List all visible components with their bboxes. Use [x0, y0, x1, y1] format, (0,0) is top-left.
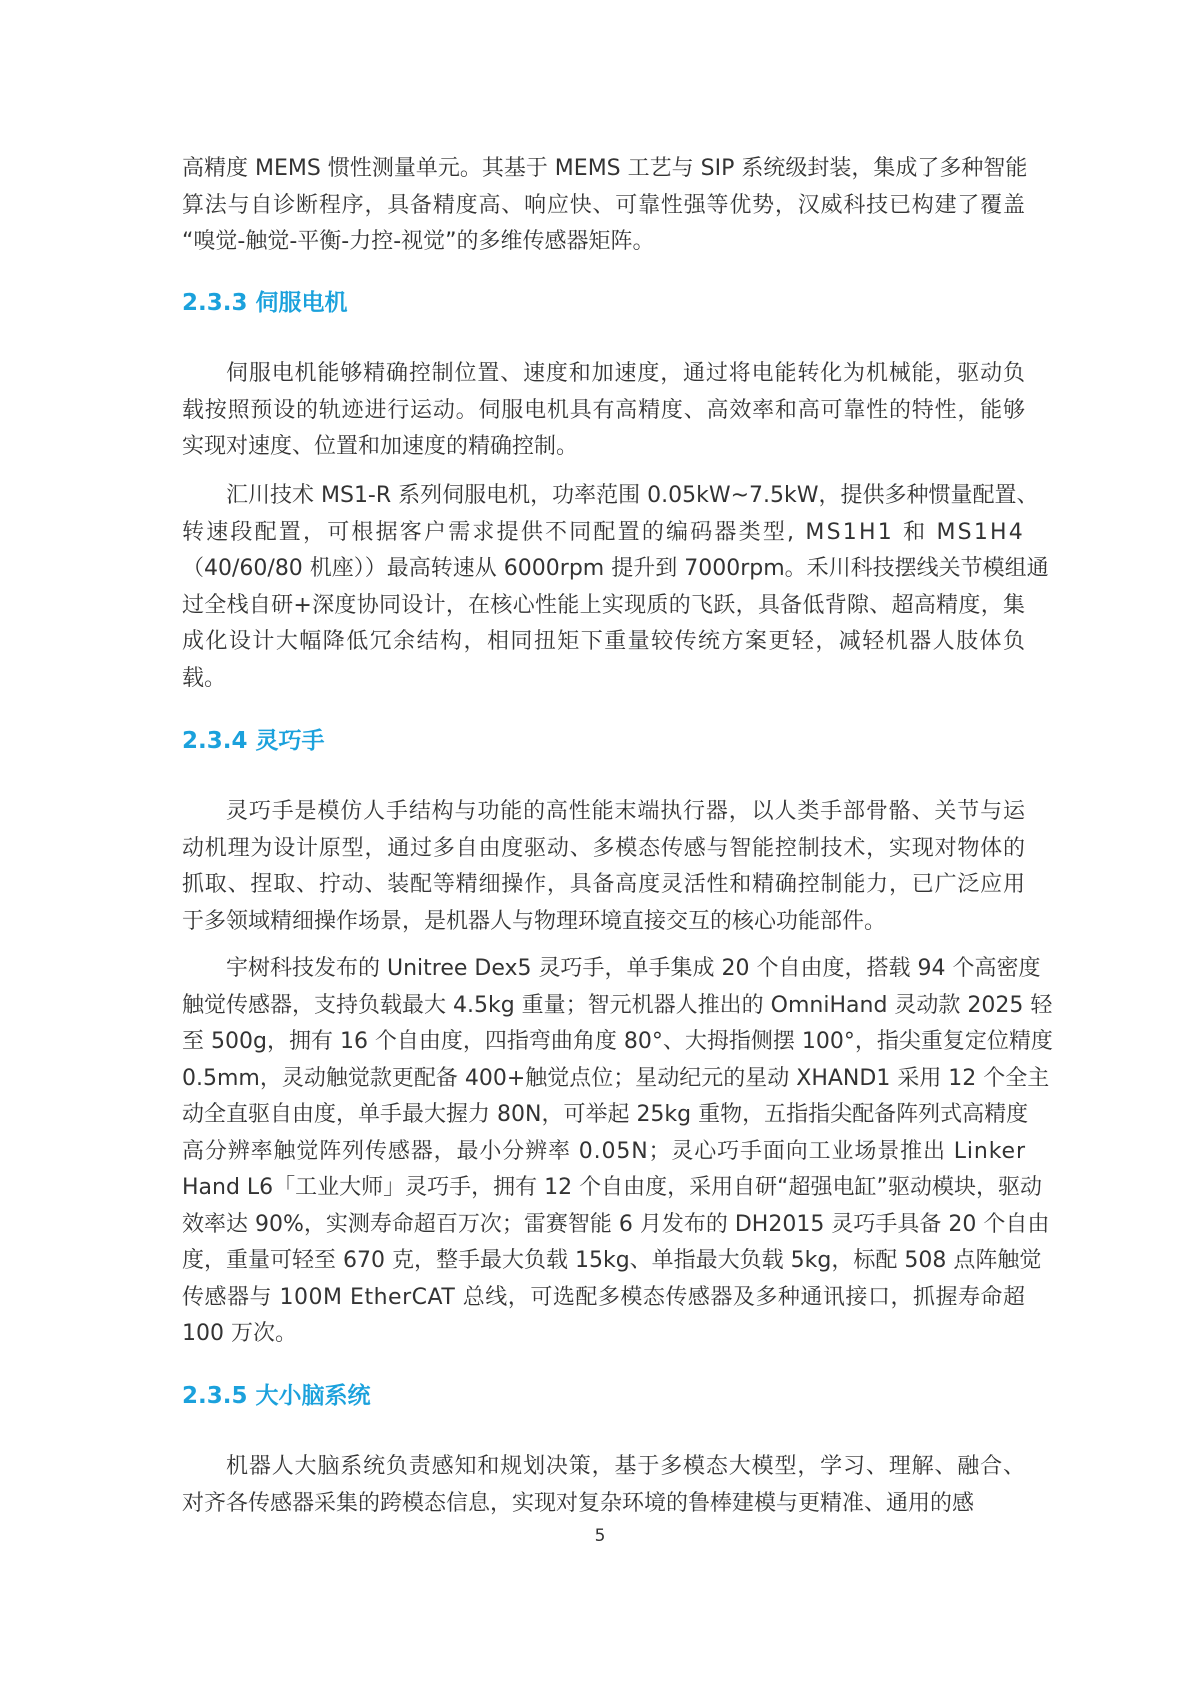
paragraph-line: 实现对速度、位置和加速度的精确控制。 — [182, 434, 579, 459]
page-number: 5 — [594, 1526, 606, 1546]
paragraph — [182, 478, 1049, 697]
paragraph-line: 高精度 MEMS 惯性测量单元。其基于 MEMS 工艺与 SIP 系统级封装，集成了多种智能 — [182, 156, 1028, 181]
paragraph-line: 动机理为设计原型，通过多自由度驱动、多模态传感与智能控制技术，实现对物体的 — [182, 835, 1026, 861]
section-heading: 2.3.3 伺服电机 — [182, 290, 348, 316]
paragraph-line: 伺服电机能够精确控制位置、速度和加速度，通过将电能转化为机械能，驱动负 — [226, 361, 1026, 386]
paragraph — [182, 1449, 1025, 1522]
paragraph-line: 效率达 90%，实测寿命超百万次；雷赛智能 6 月发布的 DH2015 灵巧手具备 20 个自由 — [182, 1211, 1050, 1237]
paragraph-line: （40/60/80 机座））最高转速从 6000rpm 提升到 7000rpm。禾川科技摆线关节模组通 — [182, 556, 1049, 581]
paragraph-line: 对齐各传感器采集的跨模态信息，实现对复杂环境的鲁棒建模与更精准、通用的感 — [182, 1490, 975, 1516]
paragraph-line: 载按照预设的轨迹进行运动。伺服电机具有高精度、高效率和高可靠性的特性，能够 — [182, 397, 1026, 423]
paragraph-line: 汇川技术 MS1-R 系列伺服电机，功率范围 0.05kW~7.5kW，提供多种惯量配置、 — [226, 483, 1039, 508]
paragraph-line: 转速段配置，可根据客户需求提供不同配置的编码器类型, MS1H1 和 MS1H4 — [182, 519, 1025, 545]
paragraph-line: 触觉传感器，支持负载最大 4.5kg 重量；智元机器人推出的 OmniHand 灵动款 2025 轻 — [182, 992, 1053, 1018]
paragraph-line: 传感器与 100M EtherCAT 总线，可选配多模态传感器及多种通讯接口，抓握寿命超 — [182, 1284, 1026, 1310]
paragraph-line: “嗅觉-触觉-平衡-力控-视觉”的多维传感器矩阵。 — [182, 229, 655, 254]
paragraph-line: 宇树科技发布的 Unitree Dex5 灵巧手，单手集成 20 个自由度，搭载 94 个高密度 — [226, 956, 1041, 981]
paragraph-line: 算法与自诊断程序，具备精度高、响应快、可靠性强等优势，汉威科技已构建了覆盖 — [182, 192, 1026, 218]
paragraph-line: 高分辨率触觉阵列传感器，最小分辨率 0.05N；灵心巧手面向工业场景推出 Linker — [182, 1138, 1026, 1164]
paragraph-line: 于多领域精细操作场景，是机器人与物理环境直接交互的核心功能部件。 — [182, 908, 887, 934]
section-heading: 2.3.4 灵巧手 — [182, 728, 325, 754]
paragraph-line: 度，重量可轻至 670 克，整手最大负载 15kg、单指最大负载 5kg，标配 508 点阵触觉 — [182, 1248, 1042, 1273]
paragraph-line: 灵巧手是模仿人手结构与功能的高性能末端执行器，以人类手部骨骼、关节与运 — [226, 799, 1026, 824]
paragraph — [182, 151, 1028, 261]
paragraph-line: 载。 — [182, 665, 227, 691]
paragraph-line: 0.5mm，灵动触觉款更配备 400+触觉点位；星动纪元的星动 XHAND1 采用 12 个全主 — [182, 1065, 1050, 1091]
paragraph-line: 抓取、捏取、拧动、装配等精细操作，具备高度灵活性和精确控制能力，已广泛应用 — [182, 872, 1026, 897]
paragraph-line: 动全直驱自由度，单手最大握力 80N，可举起 25kg 重物，五指指尖配备阵列式高精度 — [182, 1102, 1029, 1127]
paragraph — [182, 951, 1053, 1353]
paragraph — [182, 794, 1025, 940]
paragraph — [182, 356, 1025, 466]
paragraph-line: 成化设计大幅降低冗余结构，相同扭矩下重量较传统方案更轻，减轻机器人肢体负 — [182, 629, 1027, 654]
paragraph-line: 机器人大脑系统负责感知和规划决策，基于多模态大模型，学习、理解、融合、 — [226, 1454, 1026, 1479]
paragraph-line: 100 万次。 — [182, 1321, 297, 1346]
section-heading: 2.3.5 大小脑系统 — [182, 1383, 371, 1409]
paragraph-line: Hand L6「工业大师」灵巧手，拥有 12 个自由度，采用自研“超强电缸”驱动模块，驱动 — [182, 1175, 1042, 1200]
paragraph-line: 过全栈自研+深度协同设计，在核心性能上实现质的飞跃，具备低背隙、超高精度，集 — [182, 592, 1026, 618]
paragraph-line: 至 500g，拥有 16 个自由度，四指弯曲角度 80°、大拇指侧摆 100°，指尖重复定位精度 — [182, 1029, 1053, 1054]
